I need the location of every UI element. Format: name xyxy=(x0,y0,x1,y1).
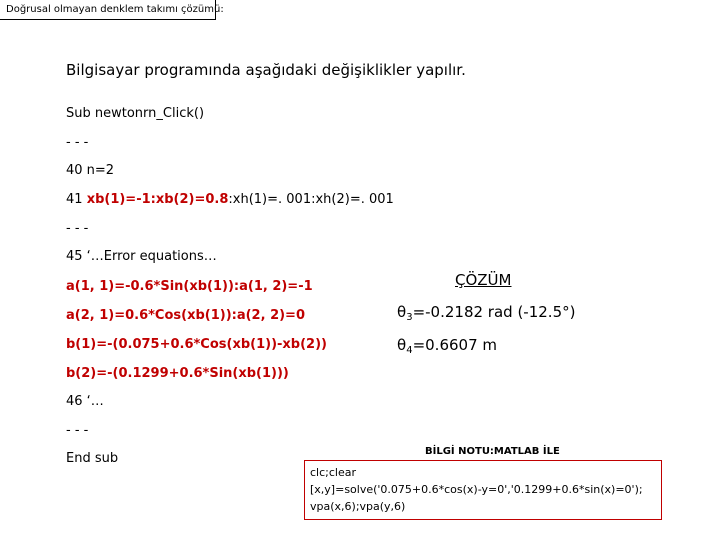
code-ellipsis-3: - - - xyxy=(66,423,89,438)
matlab-line-1: clc;clear xyxy=(310,466,356,479)
code-sub-line: Sub newtonrn_Click() xyxy=(66,106,205,121)
solution-theta3 xyxy=(397,303,575,323)
theta3-subscript: 3 xyxy=(406,312,413,323)
slide-header: Doğrusal olmayan denklem takımı çözümü: xyxy=(0,0,216,20)
theta4-subscript: 4 xyxy=(406,345,413,356)
code-line-41-rest: :xh(1)=. 001:xh(2)=. 001 xyxy=(228,192,394,207)
matlab-line-3: vpa(x,6);vpa(y,6) xyxy=(310,500,406,513)
code-line-41-highlight: xb(1)=-1:xb(2)=0.8 xyxy=(86,192,229,207)
code-ellipsis-2: - - - xyxy=(66,221,89,236)
code-eq-a21: a(2, 1)=0.6*Cos(xb(1)):a(2, 2)=0 xyxy=(66,308,305,323)
matlab-note-title: BİLGİ NOTU:MATLAB İLE xyxy=(425,446,560,457)
code-line-41 xyxy=(66,192,394,207)
matlab-line-2: [x,y]=solve('0.075+0.6*cos(x)-y=0','0.1299+0.6*sin(x)=0'); xyxy=(310,483,643,496)
intro-text: Bilgisayar programında aşağıdaki değişiklikler yapılır. xyxy=(66,61,466,79)
code-ellipsis-1: - - - xyxy=(66,135,89,150)
code-eq-b1: b(1)=-(0.075+0.6*Cos(xb(1))-xb(2)) xyxy=(66,337,327,352)
theta3-symbol: θ xyxy=(397,303,407,321)
solution-title: ÇÖZÜM xyxy=(455,271,512,289)
code-eq-a11: a(1, 1)=-0.6*Sin(xb(1)):a(1, 2)=-1 xyxy=(66,279,313,294)
code-line-41-number: 41 xyxy=(66,192,83,207)
code-end-sub: End sub xyxy=(66,451,119,466)
theta4-symbol: θ xyxy=(397,336,407,354)
code-line-45: 45 ‘…Error equations… xyxy=(66,249,217,264)
solution-theta4 xyxy=(397,336,497,356)
code-line-40: 40 n=2 xyxy=(66,163,115,178)
code-eq-b2: b(2)=-(0.1299+0.6*Sin(xb(1))) xyxy=(66,366,289,381)
code-line-46: 46 ‘… xyxy=(66,394,104,409)
theta3-value: =-0.2182 rad (-12.5°) xyxy=(412,303,576,321)
theta4-value: =0.6607 m xyxy=(412,336,497,354)
matlab-code-box xyxy=(304,460,662,520)
